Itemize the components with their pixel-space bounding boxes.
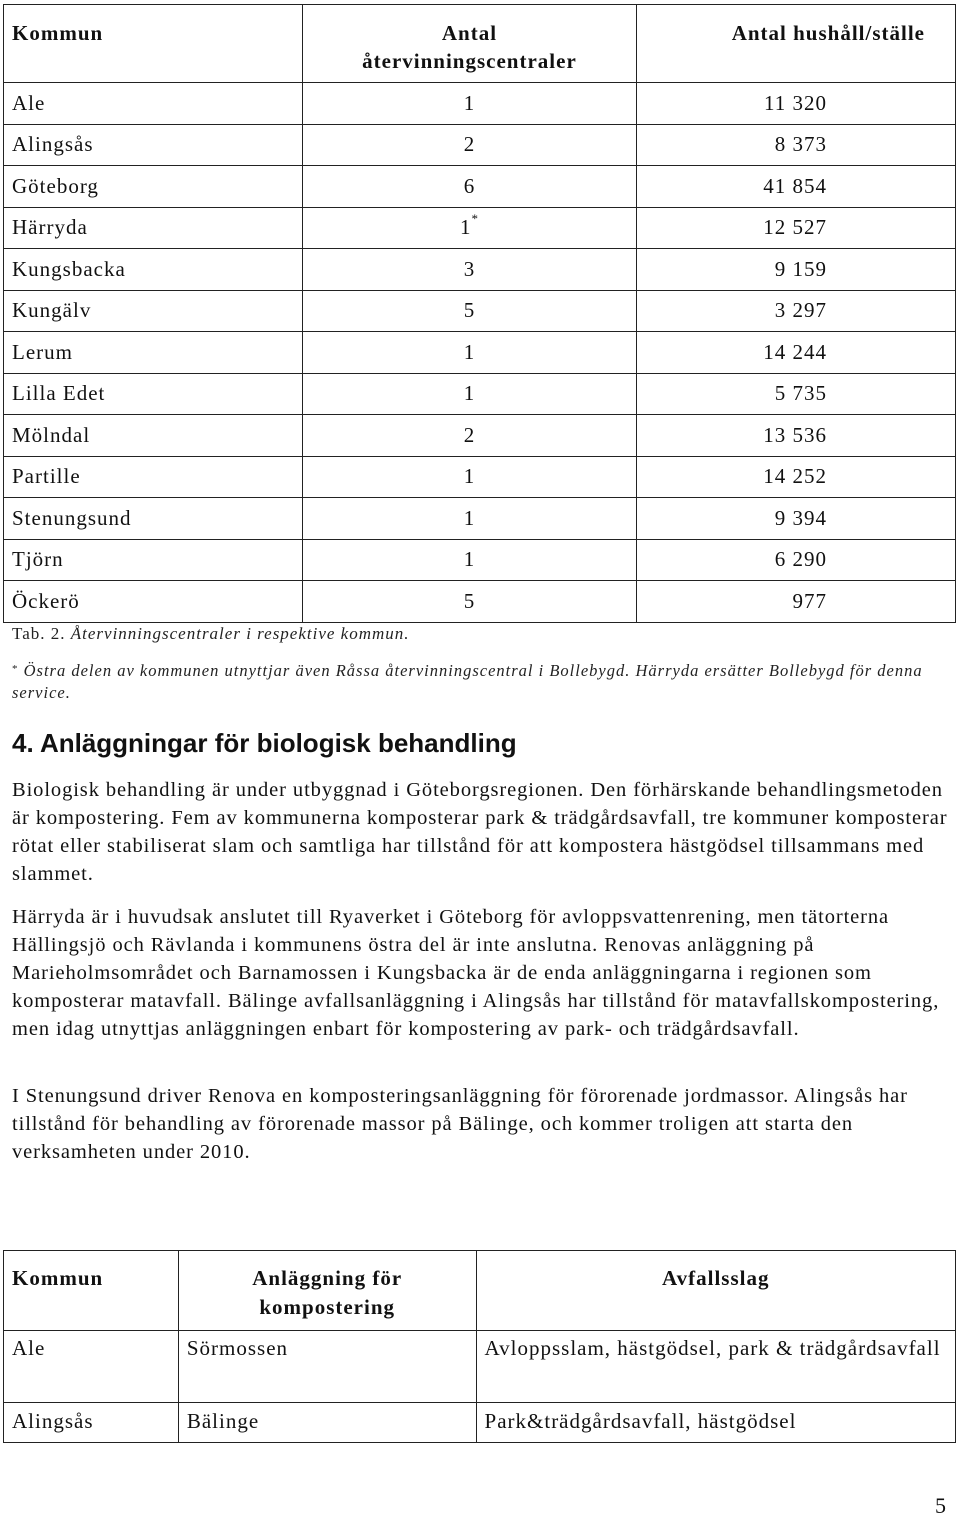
cell-avfallsslag: Avloppsslam, hästgödsel, park & trädgårdsavfall: [476, 1331, 955, 1403]
cell-antal: 2: [302, 415, 637, 457]
header-hushall: Antal hushåll/ställe: [637, 5, 956, 83]
table-row: [4, 207, 956, 249]
table-row: [4, 166, 956, 208]
cell-antal: 1: [302, 539, 637, 581]
table-footnote: * Östra delen av kommunen utnyttjar även Råssa återvinningscentral i Bollebygd. Härryda ersätter Bollebygd för denna service.: [12, 661, 923, 702]
cell-kommun: Alingsås: [4, 124, 303, 166]
cell-antal: 1: [302, 332, 637, 374]
cell-hushall: 41 854: [637, 166, 956, 208]
footnote-marker: *: [471, 211, 479, 227]
table-row: [4, 83, 956, 125]
cell-antal: 2: [302, 124, 637, 166]
cell-kommun: Ale: [4, 1331, 179, 1403]
cell-kommun: Öckerö: [4, 581, 303, 623]
cell-kommun: Alingsås: [4, 1403, 179, 1443]
cell-kommun: Göteborg: [4, 166, 303, 208]
cell-hushall: 14 244: [637, 332, 956, 374]
cell-kommun: Stenungsund: [4, 498, 303, 540]
cell-kommun: Ale: [4, 83, 303, 125]
cell-antal: 1: [302, 83, 637, 125]
table-row: [4, 1403, 956, 1443]
cell-kommun: Kungsbacka: [4, 249, 303, 291]
cell-antal: 5: [302, 581, 637, 623]
cell-antal: 1: [302, 373, 637, 415]
table-row: [4, 1331, 956, 1403]
cell-kommun: Kungälv: [4, 290, 303, 332]
cell-hushall: 9 159: [637, 249, 956, 291]
table-row: [4, 290, 956, 332]
composting-facilities-table: [3, 1250, 956, 1443]
cell-hushall: 11 320: [637, 83, 956, 125]
table-row: [4, 124, 956, 166]
table-header-row: [4, 1251, 956, 1331]
cell-antal: 3: [302, 249, 637, 291]
header-kommun: Kommun: [4, 5, 303, 83]
cell-hushall: 6 290: [637, 539, 956, 581]
cell-hushall: 977: [637, 581, 956, 623]
cell-anlaggning: Sörmossen: [178, 1331, 476, 1403]
cell-kommun: Mölndal: [4, 415, 303, 457]
table-body: [4, 83, 956, 623]
cell-hushall: 8 373: [637, 124, 956, 166]
cell-hushall: 3 297: [637, 290, 956, 332]
cell-hushall: 12 527: [637, 207, 956, 249]
table-row: [4, 456, 956, 498]
table-body: [4, 1331, 956, 1443]
table-header-row: [4, 5, 956, 83]
header-antal: Antal återvinningscentraler: [302, 5, 637, 83]
table-row: [4, 415, 956, 457]
page-number: 5: [935, 1493, 946, 1518]
paragraph-2: Härryda är i huvudsak anslutet till Ryaverket i Göteborg för avloppsvattenrening, men tätorterna Hällingsjö och Rävlanda i kommunens östra del är inte anslutna. Renovas anläggning på Marieholmsområdet och Barnamossen i Kungsbacka är de enda anläggningarna i regionen som komposterar matavfall. Bälinge avfallsanläggning i Alingsås har tillstånd för matavfallskompostering, men idag utnyttjas anläggningen enbart för kompostering av park- och trädgårdsavfall.: [12, 906, 940, 1040]
table-row: [4, 332, 956, 374]
cell-kommun: Lilla Edet: [4, 373, 303, 415]
paragraph-1: Biologisk behandling är under utbyggnad i Göteborgsregionen. Den förhärskande behandlingsmetoden är kompostering. Fem av kommunerna komposterar park & trädgårdsavfall, tre kommuner komposterar rötat eller stabiliserat slam och samtliga har tillstånd för att kompostera hästgödsel tillsammans med slammet.: [12, 779, 948, 885]
cell-kommun: Lerum: [4, 332, 303, 374]
cell-antal: 5: [302, 290, 637, 332]
table-row: [4, 498, 956, 540]
table-row: [4, 539, 956, 581]
cell-avfallsslag: Park&trädgårdsavfall, hästgödsel: [476, 1403, 955, 1443]
header-anlaggning: Anläggning för kompostering: [178, 1251, 476, 1331]
table-row: [4, 373, 956, 415]
cell-antal: 1: [302, 456, 637, 498]
cell-hushall: 5 735: [637, 373, 956, 415]
table-caption: Tab. 2. Återvinningscentraler i respektive kommun.: [12, 624, 410, 643]
cell-hushall: 9 394: [637, 498, 956, 540]
recycling-centers-table: [3, 4, 956, 623]
paragraph-3: I Stenungsund driver Renova en komposteringsanläggning för förorenade jordmassor. Alingsås har tillstånd för behandling av förorenade massor på Bälinge, och kommer troligen att starta den verksamheten under 2010.: [12, 1085, 908, 1163]
cell-hushall: 13 536: [637, 415, 956, 457]
section-heading: 4. Anläggningar för biologisk behandling: [12, 728, 517, 758]
cell-hushall: 14 252: [637, 456, 956, 498]
cell-antal: 6: [302, 166, 637, 208]
cell-kommun: Härryda: [4, 207, 303, 249]
header-kommun: Kommun: [4, 1251, 179, 1331]
cell-anlaggning: Bälinge: [178, 1403, 476, 1443]
cell-antal: 1*: [302, 207, 637, 249]
cell-antal: 1: [302, 498, 637, 540]
table-row: [4, 581, 956, 623]
header-avfallsslag: Avfallsslag: [476, 1251, 955, 1331]
cell-kommun: Tjörn: [4, 539, 303, 581]
cell-kommun: Partille: [4, 456, 303, 498]
table-row: [4, 249, 956, 291]
